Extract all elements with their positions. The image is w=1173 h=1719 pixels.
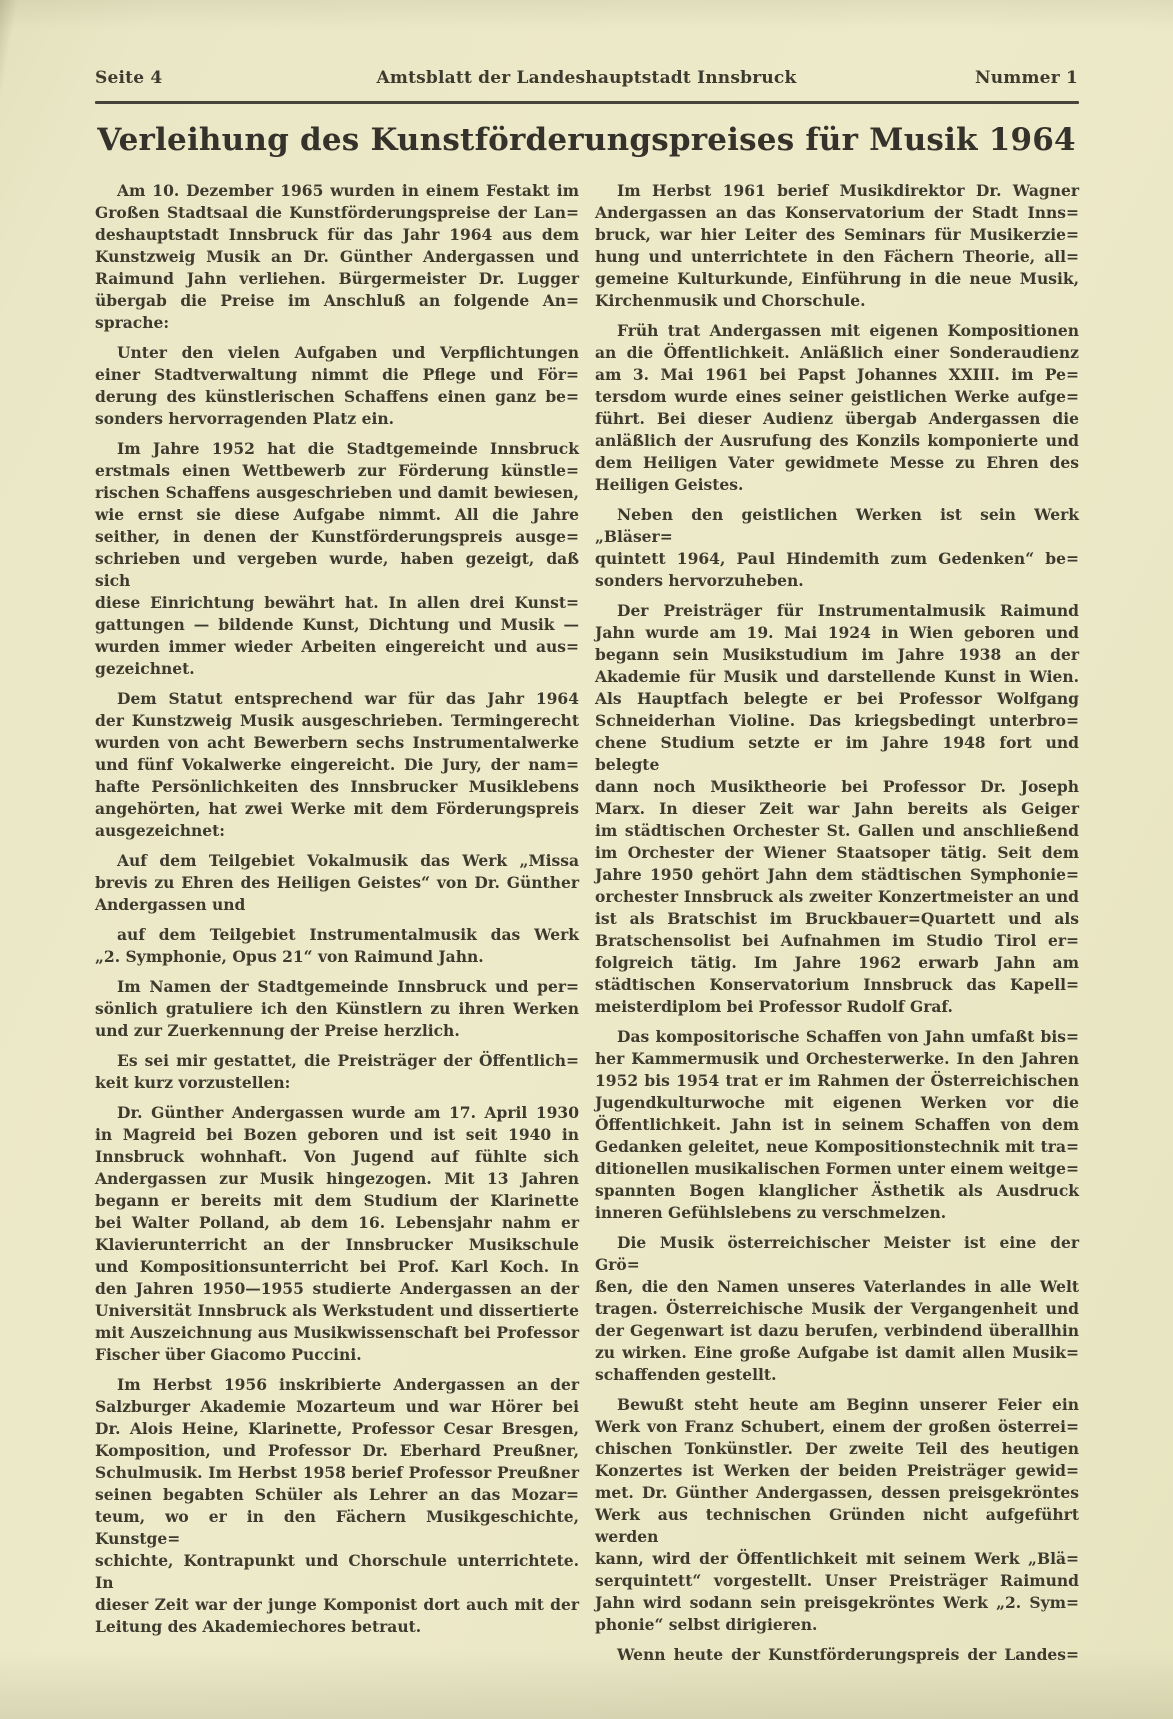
paragraph bbox=[95, 180, 579, 334]
header-divider-rule bbox=[95, 101, 1079, 104]
text-line: begann er bereits mit dem Studium der Klarinette bbox=[95, 1191, 579, 1210]
paragraph bbox=[595, 1232, 1079, 1386]
text-line: Kirchenmusik und Chorschule. bbox=[595, 291, 866, 310]
text-line: tragen. Österreichische Musik der Vergangenheit und bbox=[595, 1299, 1079, 1318]
text-line: städtischen Konservatorium Innsbruck das Kapell= bbox=[595, 975, 1079, 994]
text-line: keit kurz vorzustellen: bbox=[95, 1073, 291, 1092]
paragraph bbox=[95, 1050, 579, 1094]
text-line: ßen, die den Namen unseres Vaterlandes in alle Welt bbox=[595, 1277, 1079, 1296]
text-line: Schulmusik. Im Herbst 1958 berief Professor Preußner bbox=[95, 1463, 579, 1482]
paragraph bbox=[95, 438, 579, 680]
text-line: Neben den geistlichen Werken ist sein Werk „Bläser= bbox=[595, 505, 1079, 546]
text-line: erstmals einen Wettbewerb zur Förderung künstle= bbox=[95, 461, 579, 480]
text-line: angehörten, hat zwei Werke mit dem Förderungspreis bbox=[95, 799, 579, 818]
text-line: Andergassen zur Musik hingezogen. Mit 13 Jahren bbox=[95, 1169, 579, 1188]
text-line: derung des künstlerischen Schaffens einen ganz be= bbox=[95, 387, 579, 406]
text-line: Andergassen und bbox=[95, 895, 246, 914]
text-line: „2. Symphonie, Opus 21“ von Raimund Jahn. bbox=[95, 947, 484, 966]
paragraph bbox=[595, 1394, 1079, 1636]
text-line: brevis zu Ehren des Heiligen Geistes“ von Dr. Günther bbox=[95, 873, 579, 892]
right-column bbox=[595, 180, 1079, 1666]
text-line: Dr. Günther Andergassen wurde am 17. April 1930 bbox=[117, 1103, 579, 1122]
text-line: diese Einrichtung bewährt hat. In allen drei Kunst= bbox=[95, 593, 579, 612]
text-line: seinen begabten Schüler als Lehrer an das Mozar= bbox=[95, 1485, 579, 1504]
text-line: Salzburger Akademie Mozarteum und war Hörer bei bbox=[95, 1397, 579, 1416]
text-line: Schneiderhan Violine. Das kriegsbedingt unterbro= bbox=[595, 711, 1079, 730]
text-line: wurden von acht Bewerbern sechs Instrumentalwerke bbox=[95, 733, 579, 752]
paragraph bbox=[595, 504, 1079, 592]
text-line: im Orchester der Wiener Staatsoper tätig. Seit dem bbox=[595, 843, 1079, 862]
text-line: quintett 1964, Paul Hindemith zum Gedenken“ be= bbox=[595, 549, 1079, 568]
text-line: Im Jahre 1952 hat die Stadtgemeinde Innsbruck bbox=[117, 439, 579, 458]
text-line: phonie“ selbst dirigieren. bbox=[595, 1615, 818, 1634]
text-line: und fünf Vokalwerke eingereicht. Die Jury, der nam= bbox=[95, 755, 579, 774]
text-line: Der Preisträger für Instrumentalmusik Raimund bbox=[617, 601, 1079, 620]
text-line: Universität Innsbruck als Werkstudent und dissertierte bbox=[95, 1301, 579, 1320]
left-column bbox=[95, 180, 579, 1666]
text-line: Unter den vielen Aufgaben und Verpflichtungen bbox=[117, 343, 579, 362]
text-line: Marx. In dieser Zeit war Jahn bereits als Geiger bbox=[595, 799, 1079, 818]
text-line: und zur Zuerkennung der Preise herzlich. bbox=[95, 1021, 460, 1040]
text-line: mit Auszeichnung aus Musikwissenschaft bei Professor bbox=[95, 1323, 579, 1342]
text-line: Heiligen Geistes. bbox=[595, 475, 744, 494]
text-line: sprache: bbox=[95, 313, 170, 332]
text-line: ausgezeichnet: bbox=[95, 821, 226, 840]
text-line: Fischer über Giacomo Puccini. bbox=[95, 1345, 362, 1364]
text-line: her Kammermusik und Orchesterwerke. In den Jahren bbox=[595, 1049, 1079, 1068]
text-line: sonders hervorzuheben. bbox=[595, 571, 804, 590]
paragraph bbox=[95, 924, 579, 968]
text-line: übergab die Preise im Anschluß an folgende An= bbox=[95, 291, 579, 310]
article-body bbox=[95, 180, 1079, 1666]
publication-name: Amtsblatt der Landeshauptstadt Innsbruck bbox=[376, 68, 797, 88]
text-line: seither, in denen der Kunstförderungspreis ausge= bbox=[95, 527, 579, 546]
text-line: Im Herbst 1956 inskribierte Andergassen an der bbox=[117, 1375, 579, 1394]
text-line: Wenn heute der Kunstförderungspreis der Landes= bbox=[617, 1645, 1079, 1664]
text-line: Im Namen der Stadtgemeinde Innsbruck und per= bbox=[117, 977, 579, 996]
paragraph bbox=[595, 1026, 1079, 1224]
paragraph bbox=[95, 1102, 579, 1366]
text-line: wie ernst sie diese Aufgabe nimmt. All die Jahre bbox=[95, 505, 579, 524]
text-line: Andergassen an das Konservatorium der Stadt Inns= bbox=[595, 203, 1079, 222]
text-line: Öffentlichkeit. Jahn ist in seinem Schaffen von dem bbox=[595, 1115, 1079, 1134]
text-line: schichte, Kontrapunkt und Chorschule unterrichtete. In bbox=[95, 1551, 579, 1592]
text-line: Als Hauptfach belegte er bei Professor Wolfgang bbox=[595, 689, 1079, 708]
text-line: Großen Stadtsaal die Kunstförderungspreise der Lan= bbox=[95, 203, 579, 222]
text-line: Leitung des Akademiechores betraut. bbox=[95, 1617, 422, 1636]
text-line: inneren Gefühlslebens zu verschmelzen. bbox=[595, 1203, 947, 1222]
paragraph bbox=[95, 1374, 579, 1638]
text-line: und Kompositionsunterricht bei Prof. Karl Koch. In bbox=[95, 1257, 579, 1276]
text-line: chene Studium setzte er im Jahre 1948 fort und belegte bbox=[595, 733, 1079, 774]
paragraph bbox=[95, 342, 579, 430]
text-line: der Gegenwart ist dazu berufen, verbindend überallhin bbox=[595, 1321, 1079, 1340]
text-line: gemeine Kulturkunde, Einführung in die neue Musik, bbox=[595, 269, 1079, 288]
text-line: dann noch Musiktheorie bei Professor Dr. Joseph bbox=[595, 777, 1079, 796]
text-line: serquintett“ vorgestellt. Unser Preisträger Raimund bbox=[595, 1571, 1079, 1590]
text-line: gattungen — bildende Kunst, Dichtung und Musik — bbox=[95, 615, 579, 634]
text-line: teum, wo er in den Fächern Musikgeschichte, Kunstge= bbox=[95, 1507, 579, 1548]
text-line: Werk aus technischen Gründen nicht aufgeführt werden bbox=[595, 1505, 1079, 1546]
text-line: wurden immer wieder Arbeiten eingereicht und aus= bbox=[95, 637, 579, 656]
text-line: Dr. Alois Heine, Klarinette, Professor Cesar Bresgen, bbox=[95, 1419, 579, 1438]
text-line: der Kunstzweig Musik ausgeschrieben. Termingerecht bbox=[95, 711, 579, 730]
text-line: folgreich tätig. Im Jahre 1962 erwarb Jahn am bbox=[595, 953, 1079, 972]
text-line: auf dem Teilgebiet Instrumentalmusik das Werk bbox=[117, 925, 579, 944]
text-line: Konzertes ist Werken der beiden Preisträger gewid= bbox=[595, 1461, 1079, 1480]
text-line: ist als Bratschist im Bruckbauer=Quartett und als bbox=[595, 909, 1079, 928]
text-line: dem Heiligen Vater gewidmete Messe zu Ehren des bbox=[595, 453, 1079, 472]
text-line: meisterdiplom bei Professor Rudolf Graf. bbox=[595, 997, 953, 1016]
issue-number: Nummer 1 bbox=[975, 68, 1078, 88]
text-line: Bewußt steht heute am Beginn unserer Feier ein bbox=[617, 1395, 1079, 1414]
text-line: 1952 bis 1954 trat er im Rahmen der Österreichischen bbox=[595, 1071, 1079, 1090]
text-line: orchester Innsbruck als zweiter Konzertmeister an und bbox=[595, 887, 1079, 906]
paragraph bbox=[595, 180, 1079, 312]
text-line: gezeichnet. bbox=[95, 659, 195, 678]
text-line: Werk von Franz Schubert, einem der großen österrei= bbox=[595, 1417, 1079, 1436]
text-line: deshauptstadt Innsbruck für das Jahr 1964 aus dem bbox=[95, 225, 579, 244]
paragraph bbox=[95, 850, 579, 916]
text-line: anläßlich der Ausrufung des Konzils komponierte und bbox=[595, 431, 1079, 450]
text-line: Auf dem Teilgebiet Vokalmusik das Werk „Missa bbox=[117, 851, 579, 870]
text-line: Jahre 1950 gehört Jahn dem städtischen Symphonie= bbox=[595, 865, 1079, 884]
text-line: bei Walter Polland, ab dem 16. Lebensjahr nahm er bbox=[95, 1213, 579, 1232]
paragraph bbox=[595, 320, 1079, 496]
text-line: Am 10. Dezember 1965 wurden in einem Festakt im bbox=[117, 181, 579, 200]
text-line: Bratschensolist bei Aufnahmen im Studio Tirol er= bbox=[595, 931, 1079, 950]
text-line: schaffenden gestellt. bbox=[595, 1365, 777, 1384]
text-line: sonders hervorragenden Platz ein. bbox=[95, 409, 395, 428]
text-line: Das kompositorische Schaffen von Jahn umfaßt bis= bbox=[617, 1027, 1079, 1046]
article-title: Verleihung des Kunstförderungspreises für Musik 1964 bbox=[97, 122, 1076, 158]
text-line: Raimund Jahn verliehen. Bürgermeister Dr. Lugger bbox=[95, 269, 579, 288]
text-line: zu wirken. Eine große Aufgabe ist damit allen Musik= bbox=[595, 1343, 1079, 1362]
text-line: ditionellen musikalischen Formen unter einem weitge= bbox=[595, 1159, 1079, 1178]
text-line: Jahn wurde am 19. Mai 1924 in Wien geboren und bbox=[595, 623, 1079, 642]
text-line: Früh trat Andergassen mit eigenen Kompositionen bbox=[617, 321, 1079, 340]
text-line: Jahn wird sodann sein preisgekröntes Werk „2. Sym= bbox=[595, 1593, 1079, 1612]
page-header bbox=[95, 68, 1078, 88]
text-line: Akademie für Musik und darstellende Kunst in Wien. bbox=[595, 667, 1079, 686]
text-line: schrieben und vergeben wurde, haben gezeigt, daß sich bbox=[95, 549, 579, 590]
paragraph bbox=[595, 1644, 1079, 1666]
text-line: begann sein Musikstudium im Jahre 1938 an der bbox=[595, 645, 1079, 664]
text-line: hung und unterrichtete in den Fächern Theorie, all= bbox=[595, 247, 1079, 266]
paragraph bbox=[595, 600, 1079, 1018]
text-line: im städtischen Orchester St. Gallen und anschließend bbox=[595, 821, 1079, 840]
text-line: Kunstzweig Musik an Dr. Günther Andergassen und bbox=[95, 247, 579, 266]
text-line: kann, wird der Öffentlichkeit mit seinem Werk „Blä= bbox=[595, 1549, 1079, 1568]
text-line: den Jahren 1950—1955 studierte Andergassen an der bbox=[95, 1279, 579, 1298]
text-line: Jugendkulturwoche mit eigenen Werken vor die bbox=[595, 1093, 1079, 1112]
text-line: Im Herbst 1961 berief Musikdirektor Dr. Wagner bbox=[617, 181, 1079, 200]
paragraph bbox=[95, 688, 579, 842]
text-line: einer Stadtverwaltung nimmt die Pflege und För= bbox=[95, 365, 579, 384]
text-line: Innsbruck wohnhaft. Von Jugend auf fühlte sich bbox=[95, 1147, 579, 1166]
text-line: Dem Statut entsprechend war für das Jahr 1964 bbox=[117, 689, 579, 708]
text-line: hafte Persönlichkeiten des Innsbrucker Musiklebens bbox=[95, 777, 579, 796]
text-line: in Magreid bei Bozen geboren und ist seit 1940 in bbox=[95, 1125, 579, 1144]
text-line: Es sei mir gestattet, die Preisträger der Öffentlich= bbox=[117, 1051, 579, 1070]
text-line: am 3. Mai 1961 bei Papst Johannes XXIII. im Pe= bbox=[595, 365, 1079, 384]
text-line: tersdom wurde eines seiner geistlichen Werke aufge= bbox=[595, 387, 1079, 406]
text-line: Gedanken geleitet, neue Kompositionstechnik mit tra= bbox=[595, 1137, 1079, 1156]
text-line: Die Musik österreichischer Meister ist eine der Grö= bbox=[595, 1233, 1079, 1274]
text-line: Klavierunterricht an der Innsbrucker Musikschule bbox=[95, 1235, 579, 1254]
text-line: chischen Tonkünstler. Der zweite Teil des heutigen bbox=[595, 1439, 1079, 1458]
text-line: bruck, war hier Leiter des Seminars für Musikerzie= bbox=[595, 225, 1079, 244]
text-line: met. Dr. Günther Andergassen, dessen preisgekröntes bbox=[595, 1483, 1079, 1502]
text-line: dieser Zeit war der junge Komponist dort auch mit der bbox=[95, 1595, 579, 1614]
text-line: sönlich gratuliere ich den Künstlern zu ihren Werken bbox=[95, 999, 579, 1018]
paragraph bbox=[95, 976, 579, 1042]
text-line: an die Öffentlichkeit. Anläßlich einer Sonderaudienz bbox=[595, 343, 1079, 362]
text-line: spannten Bogen klanglicher Ästhetik als Ausdruck bbox=[595, 1181, 1079, 1200]
text-line: führt. Bei dieser Audienz übergab Andergassen die bbox=[595, 409, 1079, 428]
page-number: Seite 4 bbox=[95, 68, 163, 88]
text-line: Komposition, und Professor Dr. Eberhard Preußner, bbox=[95, 1441, 579, 1460]
text-line: rischen Schaffens ausgeschrieben und damit bewiesen, bbox=[95, 483, 579, 502]
